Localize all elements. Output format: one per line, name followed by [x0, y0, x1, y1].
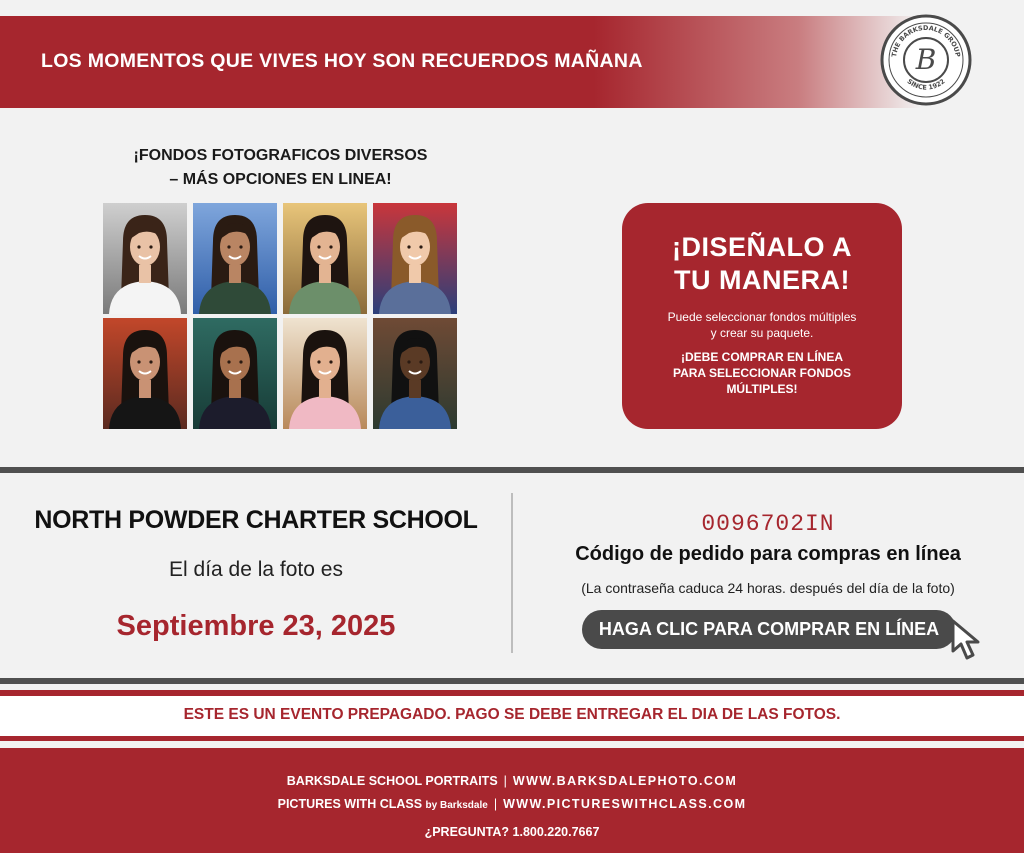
footer — [0, 748, 1024, 853]
design-card-title-line-2: TU MANERA! — [674, 265, 850, 295]
design-card-note-line-2: PARA SELECCIONAR FONDOS — [672, 366, 851, 380]
photo-blue-backdrop-boy — [193, 203, 277, 314]
order-code-label: Código de pedido para compras en línea — [575, 543, 961, 565]
design-card-note — [622, 349, 902, 397]
photo-classroom-boy — [373, 318, 457, 429]
footer-line-1 — [0, 774, 1024, 788]
footer-phone: ¿PREGUNTA? 1.800.220.7667 — [424, 825, 600, 839]
footer-line-2 — [0, 797, 1024, 811]
photo-date: Septiembre 23, 2025 — [116, 610, 396, 642]
footer-brand-name: PICTURES WITH CLASS — [277, 797, 423, 811]
design-card-title — [622, 231, 902, 297]
footer-pictureswithclass-link[interactable]: WWW.PICTURESWITHCLASS.COM — [503, 797, 747, 811]
photo-day-label: El día de la foto es — [169, 558, 343, 581]
footer-company-name: BARKSDALE SCHOOL PORTRAITS — [286, 774, 498, 788]
backgrounds-title-line-2: – MÁS OPCIONES EN LINEA! — [169, 171, 392, 188]
photo-chalkboard-boy — [193, 318, 277, 429]
buy-online-button[interactable]: HAGA CLIC PARA COMPRAR EN LÍNEA — [582, 610, 956, 649]
divider-rule-red-bottom — [0, 736, 1024, 741]
order-code: 0096702IN — [701, 511, 835, 537]
photo-flag-backdrop-boy — [373, 203, 457, 314]
photo-window-backdrop-girl — [283, 318, 367, 429]
logo-top-text: THE BARKSDALE GROUP — [890, 23, 962, 58]
design-card-text-line-2: y crear su paquete. — [710, 326, 814, 340]
design-card-description — [622, 309, 902, 341]
header-title: LOS MOMENTOS QUE VIVES HOY SON RECUERDOS MAÑANA — [41, 50, 643, 72]
cursor-arrow-icon — [950, 618, 986, 662]
prepaid-notice: ESTE ES UN EVENTO PREPAGADO. PAGO SE DEBE ENTREGAR EL DIA DE LAS FOTOS. — [183, 706, 841, 723]
footer-separator: | — [493, 797, 498, 811]
design-your-way-card — [622, 203, 902, 429]
photo-gray-backdrop-girl — [103, 203, 187, 314]
design-card-title-line-1: ¡DISEÑALO A — [672, 232, 852, 262]
school-name: NORTH POWDER CHARTER SCHOOL — [34, 506, 478, 534]
design-card-text-line-1: Puede seleccionar fondos múltiples — [667, 310, 857, 324]
order-code-note: (La contraseña caduca 24 horas. después del día de la foto) — [581, 580, 955, 596]
footer-separator: | — [503, 774, 507, 788]
backgrounds-title-line-1: ¡FONDOS FOTOGRAFICOS DIVERSOS — [133, 147, 428, 164]
design-card-note-line-1: ¡DEBE COMPRAR EN LÍNEA — [680, 350, 843, 364]
logo-bottom-text: SINCE 1922 — [905, 77, 947, 92]
divider-rule-dark — [0, 678, 1024, 684]
design-card-note-line-3: MÚLTIPLES! — [726, 382, 798, 396]
footer-brand-by: by Barksdale — [425, 800, 488, 811]
photo-grid — [103, 203, 459, 430]
logo-letter: B — [915, 43, 937, 76]
backgrounds-title — [103, 144, 458, 192]
photo-autumn-hills-girl — [283, 203, 367, 314]
footer-barksdale-link[interactable]: WWW.BARKSDALEPHOTO.COM — [512, 774, 738, 788]
photo-autumn-leaves-girl — [103, 318, 187, 429]
barksdale-group-logo — [880, 14, 972, 106]
header-banner — [0, 16, 1024, 108]
divider-rule — [0, 467, 1024, 473]
